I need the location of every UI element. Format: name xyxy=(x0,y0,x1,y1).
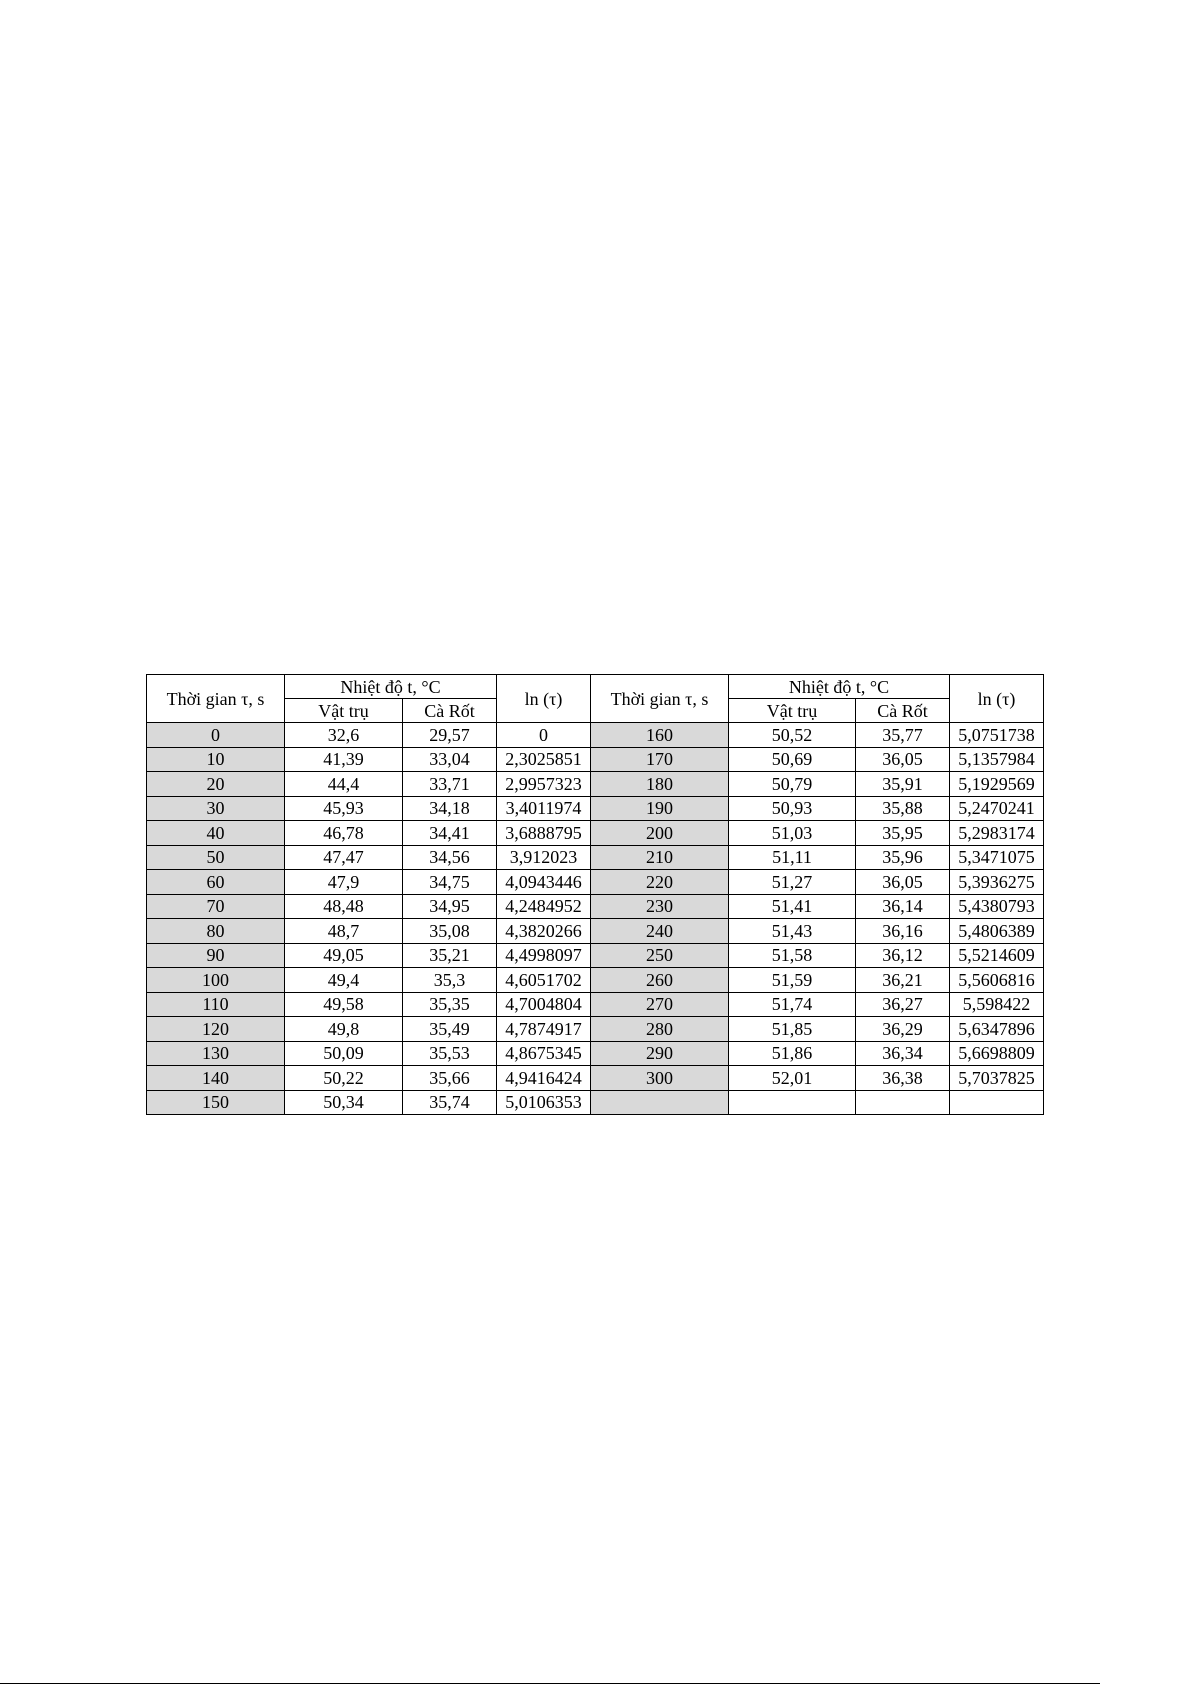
cell-time-left: 70 xyxy=(147,894,285,919)
cell-cylinder-left: 32,6 xyxy=(285,723,403,748)
cell-time-right: 230 xyxy=(591,894,729,919)
cell-carrot-left: 34,75 xyxy=(403,870,497,895)
cell-time-left: 50 xyxy=(147,845,285,870)
cell-ln-right: 5,2470241 xyxy=(950,796,1044,821)
cell-ln-left: 4,6051702 xyxy=(497,968,591,993)
cell-time-left: 60 xyxy=(147,870,285,895)
cell-carrot-right: 36,34 xyxy=(856,1041,950,1066)
cell-time-right: 270 xyxy=(591,992,729,1017)
cell-ln-right xyxy=(950,1090,1044,1115)
cell-cylinder-right xyxy=(729,1090,856,1115)
cell-cylinder-right: 50,79 xyxy=(729,772,856,797)
cell-cylinder-right: 51,59 xyxy=(729,968,856,993)
cell-ln-right: 5,1929569 xyxy=(950,772,1044,797)
cell-cylinder-left: 41,39 xyxy=(285,747,403,772)
cell-carrot-left: 34,56 xyxy=(403,845,497,870)
cell-ln-right: 5,5606816 xyxy=(950,968,1044,993)
cell-cylinder-left: 45,93 xyxy=(285,796,403,821)
header-time-right: Thời gian τ, s xyxy=(591,675,729,723)
cell-cylinder-left: 46,78 xyxy=(285,821,403,846)
cell-time-left: 10 xyxy=(147,747,285,772)
cell-carrot-left: 34,95 xyxy=(403,894,497,919)
cell-ln-left: 4,4998097 xyxy=(497,943,591,968)
cell-cylinder-left: 49,4 xyxy=(285,968,403,993)
cell-cylinder-left: 48,7 xyxy=(285,919,403,944)
cell-time-right: 220 xyxy=(591,870,729,895)
cell-cylinder-right: 51,85 xyxy=(729,1017,856,1042)
cell-ln-right: 5,6698809 xyxy=(950,1041,1044,1066)
table-row xyxy=(147,845,1044,870)
table-row xyxy=(147,821,1044,846)
cell-carrot-right: 36,27 xyxy=(856,992,950,1017)
cell-carrot-right: 36,12 xyxy=(856,943,950,968)
cell-cylinder-right: 50,69 xyxy=(729,747,856,772)
cell-cylinder-left: 48,48 xyxy=(285,894,403,919)
cell-cylinder-right: 50,52 xyxy=(729,723,856,748)
header-carrot-right: Cà Rốt xyxy=(856,699,950,723)
cell-time-right: 260 xyxy=(591,968,729,993)
cell-carrot-right: 35,91 xyxy=(856,772,950,797)
cell-carrot-right xyxy=(856,1090,950,1115)
cell-carrot-left: 33,71 xyxy=(403,772,497,797)
cell-cylinder-left: 50,34 xyxy=(285,1090,403,1115)
cell-carrot-right: 36,14 xyxy=(856,894,950,919)
table-row xyxy=(147,772,1044,797)
cell-carrot-left: 33,04 xyxy=(403,747,497,772)
cell-cylinder-left: 49,58 xyxy=(285,992,403,1017)
cell-cylinder-right: 51,11 xyxy=(729,845,856,870)
cell-cylinder-right: 50,93 xyxy=(729,796,856,821)
table-row xyxy=(147,723,1044,748)
cell-time-right: 300 xyxy=(591,1066,729,1091)
cell-time-left: 30 xyxy=(147,796,285,821)
cell-time-right: 210 xyxy=(591,845,729,870)
header-time-left: Thời gian τ, s xyxy=(147,675,285,723)
cell-time-right: 170 xyxy=(591,747,729,772)
header-carrot-left: Cà Rốt xyxy=(403,699,497,723)
header-cylinder-right: Vật trụ xyxy=(729,699,856,723)
table-body xyxy=(147,723,1044,1115)
cell-carrot-right: 36,05 xyxy=(856,747,950,772)
cell-ln-left: 4,9416424 xyxy=(497,1066,591,1091)
cell-ln-right: 5,6347896 xyxy=(950,1017,1044,1042)
cell-ln-right: 5,7037825 xyxy=(950,1066,1044,1091)
cell-ln-left: 3,4011974 xyxy=(497,796,591,821)
table-row xyxy=(147,747,1044,772)
cell-carrot-left: 34,18 xyxy=(403,796,497,821)
cell-ln-left: 4,7874917 xyxy=(497,1017,591,1042)
cell-cylinder-right: 51,86 xyxy=(729,1041,856,1066)
header-temp-left: Nhiệt độ t, °C xyxy=(285,675,497,699)
cell-time-left: 140 xyxy=(147,1066,285,1091)
cell-carrot-left: 34,41 xyxy=(403,821,497,846)
cell-carrot-right: 35,95 xyxy=(856,821,950,846)
cell-time-left: 80 xyxy=(147,919,285,944)
cell-time-left: 40 xyxy=(147,821,285,846)
cell-carrot-left: 35,08 xyxy=(403,919,497,944)
cell-time-right: 190 xyxy=(591,796,729,821)
cell-time-left: 100 xyxy=(147,968,285,993)
cell-ln-right: 5,4806389 xyxy=(950,919,1044,944)
cell-ln-left: 4,3820266 xyxy=(497,919,591,944)
table-row xyxy=(147,968,1044,993)
cell-carrot-right: 35,96 xyxy=(856,845,950,870)
cell-ln-right: 5,1357984 xyxy=(950,747,1044,772)
table-row xyxy=(147,894,1044,919)
cell-cylinder-right: 51,74 xyxy=(729,992,856,1017)
cell-time-right: 160 xyxy=(591,723,729,748)
cell-carrot-right: 35,88 xyxy=(856,796,950,821)
cell-ln-right: 5,2983174 xyxy=(950,821,1044,846)
cell-time-right: 180 xyxy=(591,772,729,797)
table-row xyxy=(147,1090,1044,1115)
cell-cylinder-left: 50,22 xyxy=(285,1066,403,1091)
cell-ln-left: 4,0943446 xyxy=(497,870,591,895)
cell-cylinder-right: 51,03 xyxy=(729,821,856,846)
cell-ln-left: 2,3025851 xyxy=(497,747,591,772)
cell-time-left: 120 xyxy=(147,1017,285,1042)
cell-ln-left: 2,9957323 xyxy=(497,772,591,797)
cell-ln-left: 5,0106353 xyxy=(497,1090,591,1115)
cell-cylinder-right: 51,43 xyxy=(729,919,856,944)
cell-ln-left: 4,7004804 xyxy=(497,992,591,1017)
cell-carrot-left: 35,21 xyxy=(403,943,497,968)
header-cylinder-left: Vật trụ xyxy=(285,699,403,723)
table-row xyxy=(147,1017,1044,1042)
table-row xyxy=(147,1066,1044,1091)
cell-time-left: 0 xyxy=(147,723,285,748)
cell-time-left: 150 xyxy=(147,1090,285,1115)
cell-ln-right: 5,4380793 xyxy=(950,894,1044,919)
cell-ln-left: 0 xyxy=(497,723,591,748)
cell-carrot-left: 35,66 xyxy=(403,1066,497,1091)
cell-ln-left: 3,6888795 xyxy=(497,821,591,846)
cell-carrot-left: 35,35 xyxy=(403,992,497,1017)
cell-time-left: 90 xyxy=(147,943,285,968)
cell-ln-right: 5,3936275 xyxy=(950,870,1044,895)
cell-ln-right: 5,598422 xyxy=(950,992,1044,1017)
header-ln-right: ln (τ) xyxy=(950,675,1044,723)
table-row xyxy=(147,796,1044,821)
cell-ln-right: 5,0751738 xyxy=(950,723,1044,748)
cell-carrot-right: 36,05 xyxy=(856,870,950,895)
table-row xyxy=(147,943,1044,968)
header-temp-right: Nhiệt độ t, °C xyxy=(729,675,950,699)
table-row xyxy=(147,919,1044,944)
cell-cylinder-left: 50,09 xyxy=(285,1041,403,1066)
cell-time-left: 20 xyxy=(147,772,285,797)
cell-time-left: 110 xyxy=(147,992,285,1017)
header-row-1 xyxy=(147,675,1044,699)
table-row xyxy=(147,1041,1044,1066)
cell-carrot-right: 35,77 xyxy=(856,723,950,748)
cell-time-right: 240 xyxy=(591,919,729,944)
table-row xyxy=(147,992,1044,1017)
cell-cylinder-left: 47,9 xyxy=(285,870,403,895)
cell-cylinder-left: 47,47 xyxy=(285,845,403,870)
cell-time-right: 250 xyxy=(591,943,729,968)
cell-cylinder-left: 49,05 xyxy=(285,943,403,968)
cell-cylinder-right: 51,27 xyxy=(729,870,856,895)
cell-cylinder-right: 52,01 xyxy=(729,1066,856,1091)
cell-time-left: 130 xyxy=(147,1041,285,1066)
cell-carrot-right: 36,16 xyxy=(856,919,950,944)
temperature-data-table xyxy=(146,674,1044,1115)
page-bottom-rule xyxy=(0,1683,1100,1684)
cell-ln-left: 4,8675345 xyxy=(497,1041,591,1066)
cell-cylinder-right: 51,41 xyxy=(729,894,856,919)
cell-ln-right: 5,3471075 xyxy=(950,845,1044,870)
cell-carrot-right: 36,29 xyxy=(856,1017,950,1042)
cell-ln-right: 5,5214609 xyxy=(950,943,1044,968)
table-row xyxy=(147,870,1044,895)
cell-carrot-right: 36,21 xyxy=(856,968,950,993)
cell-carrot-left: 35,53 xyxy=(403,1041,497,1066)
cell-carrot-left: 35,3 xyxy=(403,968,497,993)
cell-carrot-left: 29,57 xyxy=(403,723,497,748)
header-ln-left: ln (τ) xyxy=(497,675,591,723)
cell-carrot-right: 36,38 xyxy=(856,1066,950,1091)
cell-cylinder-left: 44,4 xyxy=(285,772,403,797)
cell-ln-left: 4,2484952 xyxy=(497,894,591,919)
cell-time-right: 200 xyxy=(591,821,729,846)
cell-time-right: 280 xyxy=(591,1017,729,1042)
cell-ln-left: 3,912023 xyxy=(497,845,591,870)
cell-time-right xyxy=(591,1090,729,1115)
cell-cylinder-right: 51,58 xyxy=(729,943,856,968)
cell-carrot-left: 35,74 xyxy=(403,1090,497,1115)
cell-time-right: 290 xyxy=(591,1041,729,1066)
cell-carrot-left: 35,49 xyxy=(403,1017,497,1042)
cell-cylinder-left: 49,8 xyxy=(285,1017,403,1042)
